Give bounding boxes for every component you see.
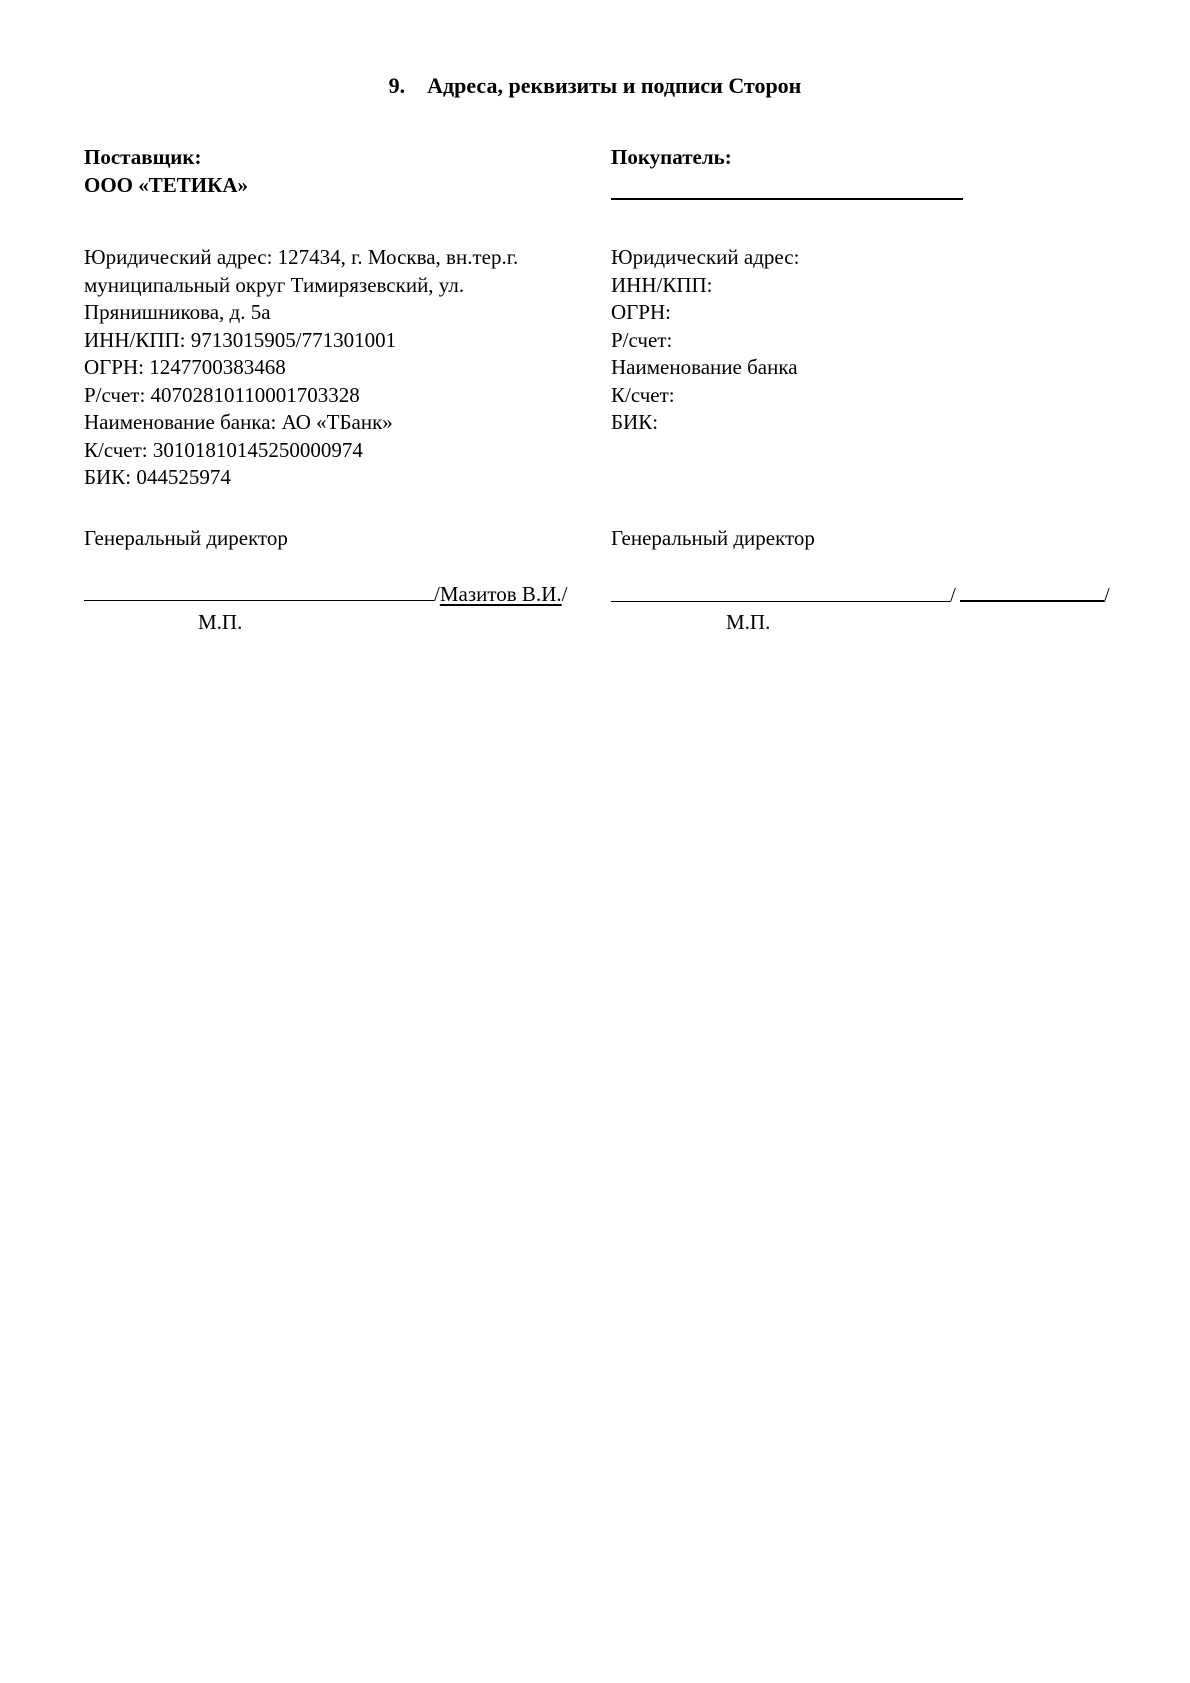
buyer-org-name-blank bbox=[611, 172, 963, 200]
supplier-org-name: ООО «ТЕТИКА» bbox=[84, 173, 249, 197]
buyer-slash-open: / bbox=[950, 583, 956, 607]
supplier-slash-close: / bbox=[561, 582, 568, 606]
supplier-details bbox=[84, 244, 604, 492]
buyer-role-label: Покупатель: bbox=[611, 145, 732, 169]
supplier-stamp-label: М.П. bbox=[198, 610, 243, 634]
supplier-signatory-name: Мазитов В.И. bbox=[439, 582, 562, 606]
buyer-position: Генеральный директор bbox=[611, 526, 815, 550]
supplier-bik: БИК: 044525974 bbox=[84, 465, 231, 489]
section-title: Адреса, реквизиты и подписи Сторон bbox=[427, 73, 802, 98]
supplier-address-line-2: муниципальный округ Тимирязевский, ул. bbox=[84, 272, 465, 297]
supplier-role-label: Поставщик: bbox=[84, 145, 202, 169]
supplier-slash-open: / bbox=[434, 582, 440, 606]
buyer-inn-kpp: ИНН/КПП: bbox=[611, 272, 713, 297]
supplier-settlement-account: Р/счет: 40702810110001703328 bbox=[84, 382, 360, 407]
buyer-bank-name: Наименование банка bbox=[611, 355, 798, 379]
supplier-signature-line bbox=[84, 580, 434, 601]
buyer-signatory-name-blank bbox=[960, 580, 1104, 602]
buyer-slash-close: / bbox=[1103, 583, 1110, 607]
buyer-correspondent-account: К/счет: bbox=[611, 382, 675, 407]
buyer-details bbox=[611, 244, 1131, 437]
supplier-signature-row bbox=[84, 580, 567, 608]
buyer-ogrn: ОГРН: bbox=[611, 300, 671, 324]
buyer-signature-line bbox=[611, 581, 950, 602]
buyer-settlement-account: Р/счет: bbox=[611, 327, 673, 352]
buyer-bik: БИК: bbox=[611, 410, 659, 434]
supplier-bank-name: Наименование банка: АО «ТБанк» bbox=[84, 410, 393, 434]
supplier-position: Генеральный директор bbox=[84, 526, 288, 550]
buyer-address: Юридический адрес: bbox=[611, 245, 800, 269]
section-heading bbox=[0, 72, 1190, 100]
section-number: 9. bbox=[388, 73, 406, 98]
supplier-address-line-3: Прянишникова, д. 5а bbox=[84, 300, 271, 324]
buyer-stamp-label: М.П. bbox=[726, 610, 771, 634]
supplier-inn-kpp: ИНН/КПП: 9713015905/771301001 bbox=[84, 327, 397, 352]
supplier-ogrn: ОГРН: 1247700383468 bbox=[84, 355, 286, 379]
buyer-signature-row bbox=[611, 580, 1110, 609]
supplier-address-line-1: Юридический адрес: 127434, г. Москва, вн.тер.г. bbox=[84, 245, 519, 269]
buyer-header bbox=[611, 144, 1131, 200]
supplier-header bbox=[84, 144, 604, 200]
supplier-correspondent-account: К/счет: 30101810145250000974 bbox=[84, 437, 363, 462]
